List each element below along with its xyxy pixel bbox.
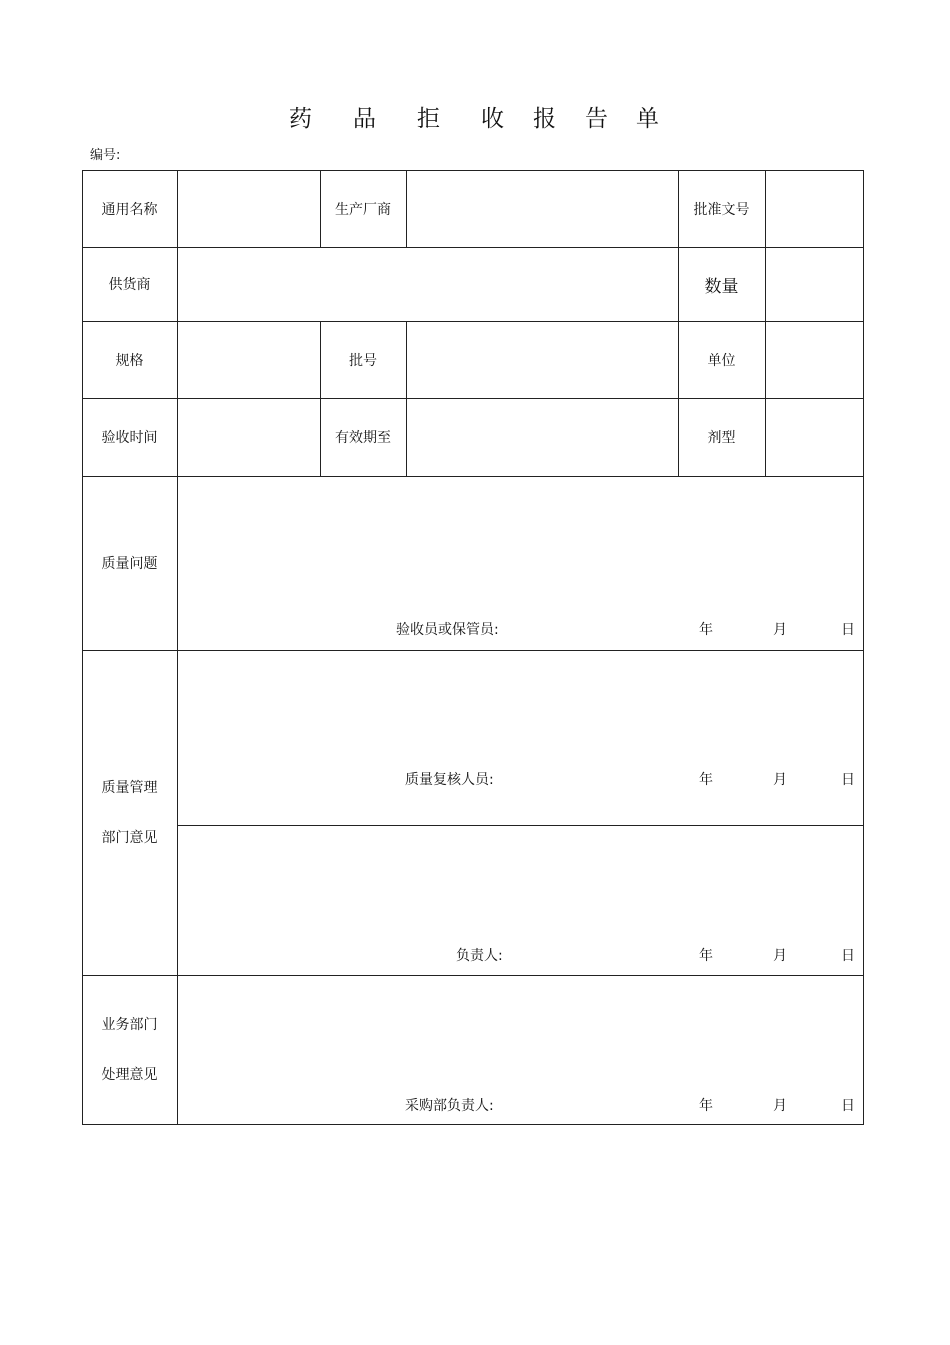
qa-head-signature-label: 负责人: bbox=[456, 948, 503, 964]
grid-line bbox=[863, 170, 864, 1125]
serial-number-label: 编号: bbox=[90, 148, 121, 163]
business-opinion-label-line1: 业务部门 bbox=[101, 1016, 158, 1033]
grid-line bbox=[82, 1124, 864, 1125]
supplier-label: 供货商 bbox=[108, 277, 151, 293]
month-label: 月 bbox=[773, 622, 787, 638]
inspection-time-field[interactable] bbox=[177, 398, 320, 476]
qa-review-field[interactable] bbox=[178, 651, 863, 756]
title-char: 收 bbox=[481, 106, 504, 132]
dosage-form-field[interactable] bbox=[765, 398, 863, 476]
quantity-field[interactable] bbox=[765, 247, 863, 321]
generic-name-field[interactable] bbox=[177, 170, 320, 247]
title-char: 报 bbox=[533, 106, 556, 132]
expiry-field[interactable] bbox=[406, 398, 678, 476]
month-label: 月 bbox=[773, 1098, 787, 1114]
quantity-label: 数量 bbox=[704, 276, 739, 297]
business-opinion-label-line2: 处理意见 bbox=[101, 1066, 158, 1083]
month-label: 月 bbox=[773, 772, 787, 788]
business-opinion-field[interactable] bbox=[178, 976, 863, 1084]
year-label: 年 bbox=[699, 622, 713, 638]
qa-head-opinion-field[interactable] bbox=[178, 826, 863, 936]
page-title bbox=[0, 100, 950, 134]
qa-opinion-label-line2: 部门意见 bbox=[101, 829, 158, 846]
inspection-time-label: 验收时间 bbox=[101, 430, 158, 446]
day-label: 日 bbox=[841, 1098, 855, 1114]
batch-number-field[interactable] bbox=[406, 321, 678, 398]
title-char: 告 bbox=[585, 106, 608, 132]
supplier-field[interactable] bbox=[177, 247, 678, 321]
title-char: 药 bbox=[289, 106, 312, 132]
day-label: 日 bbox=[841, 948, 855, 964]
generic-name-label: 通用名称 bbox=[101, 201, 158, 218]
title-char: 单 bbox=[636, 106, 659, 132]
approval-number-label: 批准文号 bbox=[693, 201, 750, 218]
spec-label: 规格 bbox=[115, 352, 144, 369]
qa-reviewer-signature-label: 质量复核人员: bbox=[405, 772, 494, 788]
year-label: 年 bbox=[699, 1098, 713, 1114]
manufacturer-label: 生产厂商 bbox=[335, 201, 391, 218]
inspector-signature-label: 验收员或保管员: bbox=[396, 622, 499, 638]
day-label: 日 bbox=[841, 772, 855, 788]
unit-field[interactable] bbox=[765, 321, 863, 398]
dosage-form-label: 剂型 bbox=[707, 430, 736, 446]
unit-label: 单位 bbox=[707, 352, 736, 369]
title-char: 品 bbox=[353, 106, 376, 132]
spec-field[interactable] bbox=[177, 321, 320, 398]
approval-number-field[interactable] bbox=[765, 170, 863, 247]
quality-issue-field[interactable] bbox=[178, 477, 863, 607]
day-label: 日 bbox=[841, 622, 855, 638]
title-char: 拒 bbox=[417, 106, 440, 132]
purchasing-head-signature-label: 采购部负责人: bbox=[405, 1098, 494, 1114]
month-label: 月 bbox=[773, 948, 787, 964]
manufacturer-field[interactable] bbox=[406, 170, 678, 247]
business-opinion-label bbox=[82, 975, 177, 1124]
year-label: 年 bbox=[699, 772, 713, 788]
qa-opinion-label-line1: 质量管理 bbox=[101, 779, 158, 796]
quality-issue-label: 质量问题 bbox=[101, 556, 158, 572]
batch-number-label: 批号 bbox=[349, 352, 377, 369]
year-label: 年 bbox=[699, 948, 713, 964]
expiry-label: 有效期至 bbox=[335, 430, 391, 446]
qa-opinion-label bbox=[82, 650, 177, 975]
